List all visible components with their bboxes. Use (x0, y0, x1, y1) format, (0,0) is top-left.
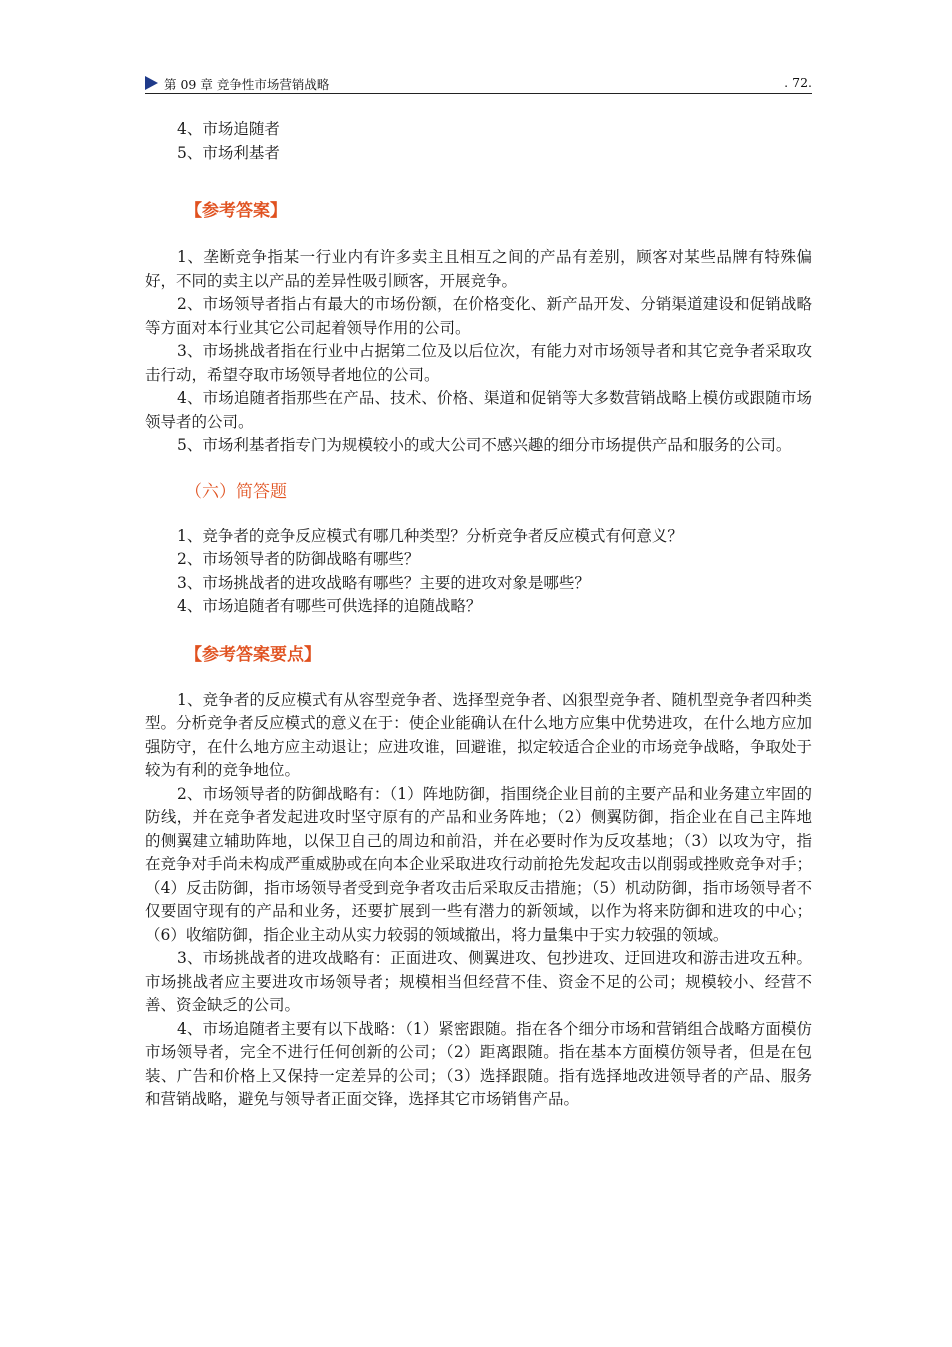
section-heading-answer-points: 【参考答案要点】 (185, 644, 321, 665)
answer-paragraph: 4、市场追随者指那些在产品、技术、价格、渠道和促销等大多数营销战略上模仿或跟随市场领导者的公司。 (145, 389, 812, 431)
answer-paragraph: 3、市场挑战者的进攻战略有：正面进攻、侧翼进攻、包抄进攻、迂回进攻和游击进攻五种。市场挑战者应主要进攻市场领导者；规模相当但经营不佳、资金不足的公司；规模较小、经营不善、资金缺乏的公司。 (145, 949, 812, 1014)
question-item: 3、市场挑战者的进攻战略有哪些？主要的进攻对象是哪些？ (177, 573, 590, 592)
answer-paragraph: 4、市场追随者主要有以下战略：（1）紧密跟随。指在各个细分市场和营销组合战略方面模仿市场领导者，完全不进行任何创新的公司；（2）距离跟随。指在基本方面模仿领导者，但是在包装、广告和价格上又保持一定差异的公司；（3）选择跟随。指有选择地改进领导者的产品、服务和营销战略，避免与领导者正面交锋，选择其它市场销售产品。 (145, 1019, 812, 1108)
answer-paragraph: 1、垄断竞争指某一行业内有许多卖主且相互之间的产品有差别，顾客对某些品牌有特殊偏好，不同的卖主以产品的差异性吸引顾客，开展竞争。 (145, 248, 812, 290)
section-heading-answers: 【参考答案】 (185, 201, 287, 221)
chapter-title: 第 09 章 竞争性市场营销战略 (164, 77, 330, 92)
section-heading-short-answer: （六）简答题 (185, 481, 287, 502)
answer-paragraph: 2、市场领导者指占有最大的市场份额，在价格变化、新产品开发、分销渠道建设和促销战略等方面对本行业其它公司起着领导作用的公司。 (145, 295, 812, 337)
question-item: 2、市场领导者的防御战略有哪些？ (177, 550, 420, 568)
answer-paragraph: 2、市场领导者的防御战略有：（1）阵地防御，指围绕企业目前的主要产品和业务建立牢固的防线，并在竞争者发起进攻时坚守原有的产品和业务阵地；（2）侧翼防御，指企业在自己主阵地的侧翼建立辅助阵地，以保卫自己的周边和前沿，并在必要时作为反攻基地；（3）以攻为守，指在竞争对手尚未构成严重威胁或在向本企业采取进攻行动前抢先发起攻击以削弱或挫败竞争对手；（4）反击防御，指市场领导者受到竞争者攻击后采取反击措施；（5）机动防御，指市场领导者不仅要固守现有的产品和业务，还要扩展到一些有潜力的新领域，以作为将来防御和进攻的中心；（6）收缩防御，指企业主动从实力较弱的领域撤出，将力量集中于实力较强的领域。 (145, 784, 812, 944)
answer-paragraph: 5、市场利基者指专门为规模较小的或大公司不感兴趣的细分市场提供产品和服务的公司。 (177, 436, 792, 454)
list-item: 4、市场追随者 (177, 120, 280, 138)
answer-paragraph: 3、市场挑战者指在行业中占据第二位及以后位次，有能力对市场领导者和其它竞争者采取攻击行动，希望夺取市场领导者地位的公司。 (145, 342, 812, 384)
page-number: . 72. (784, 75, 812, 90)
question-item: 4、市场追随者有哪些可供选择的追随战略？ (177, 597, 482, 615)
triangle-bullet-icon (145, 76, 158, 90)
page-header (145, 74, 812, 94)
list-item: 5、市场利基者 (177, 143, 280, 162)
answer-paragraph: 1、竞争者的反应模式有从容型竞争者、选择型竞争者、凶狠型竞争者、随机型竞争者四种类型。分析竞争者反应模式的意义在于：使企业能确认在什么地方应集中优势进攻，在什么地方应加强防守，在什么地方应主动退让；应进攻谁，回避谁，拟定较适合企业的市场竞争战略，争取处于较为有利的竞争地位。 (145, 690, 812, 779)
page-content (145, 118, 812, 1112)
question-item: 1、竞争者的竞争反应模式有哪几种类型？分析竞争者反应模式有何意义？ (177, 526, 683, 545)
